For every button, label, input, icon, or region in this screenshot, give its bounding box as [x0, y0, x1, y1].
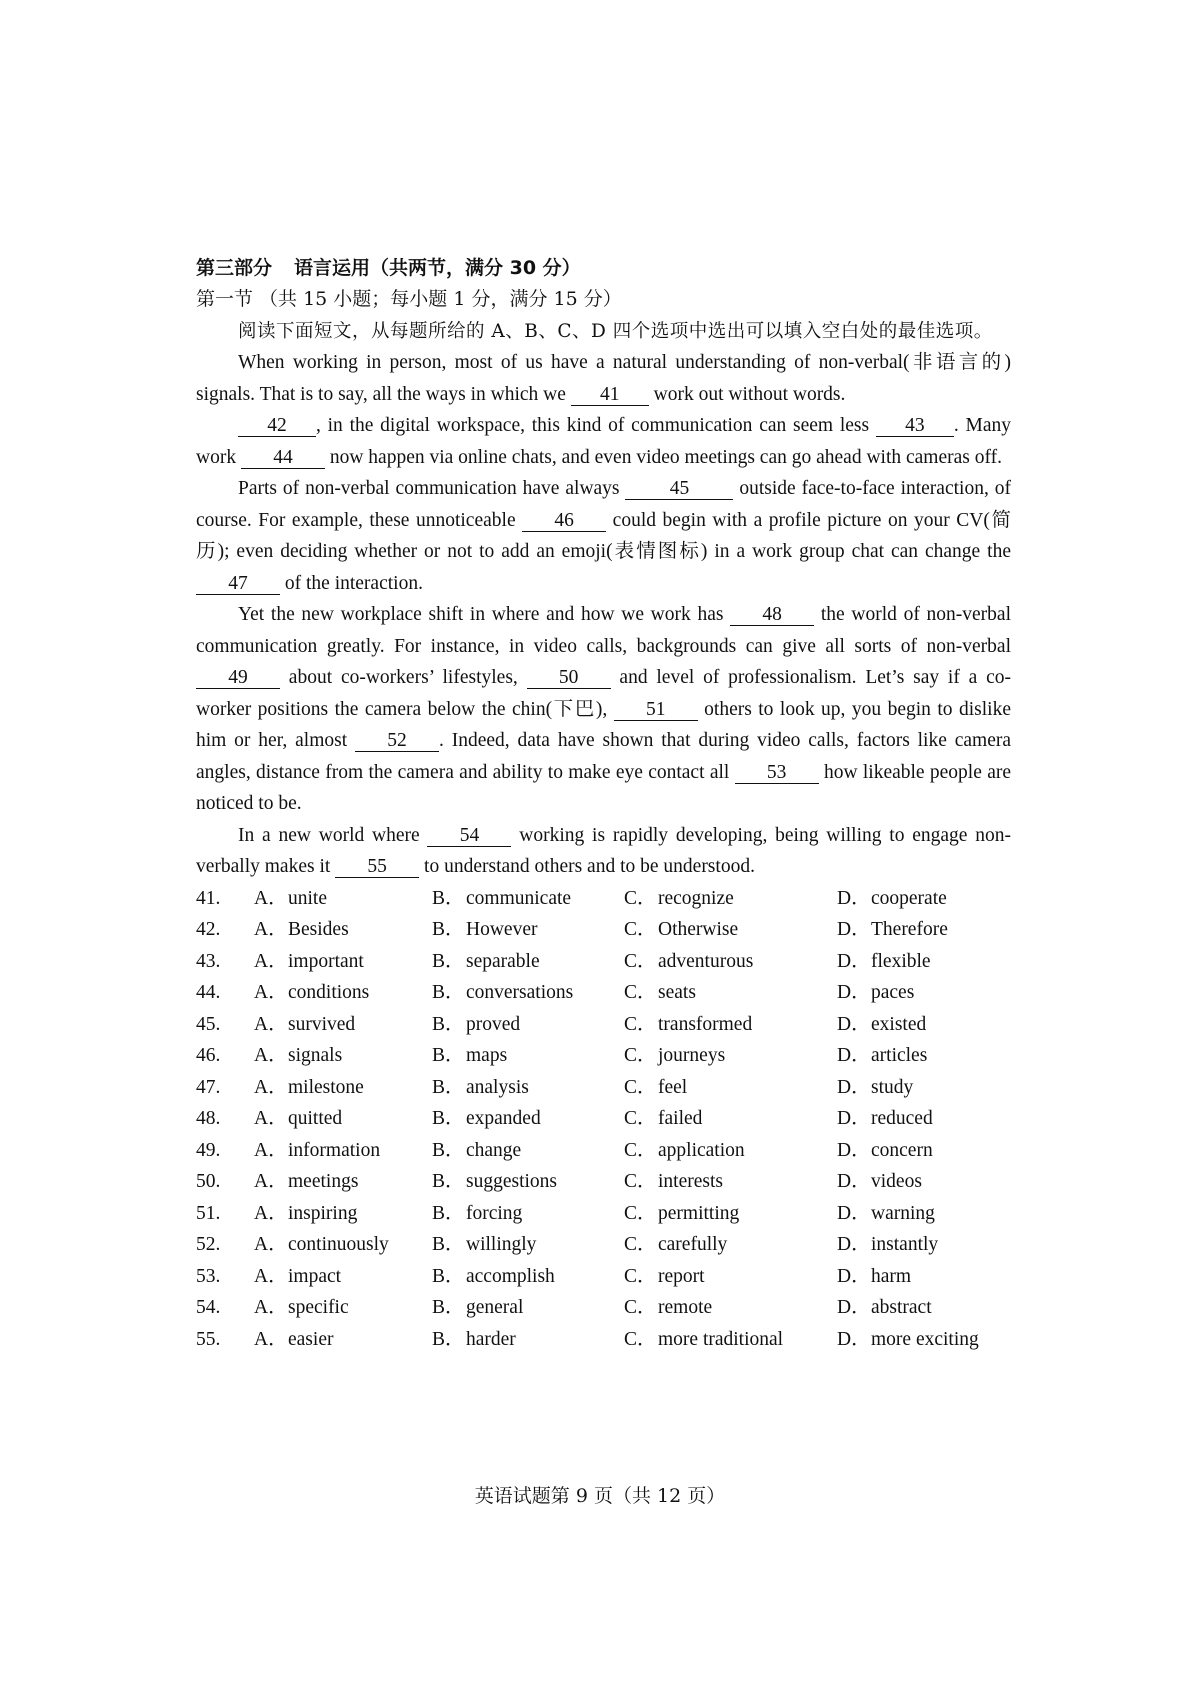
option-letter: C．: [624, 1265, 657, 1287]
option-text: recognize: [658, 887, 734, 909]
option-letter: A．: [254, 1202, 288, 1224]
question-number: 55.: [196, 1328, 221, 1350]
option-c: [624, 1229, 727, 1261]
option-letter: B．: [432, 1139, 465, 1161]
option-c: [624, 1072, 687, 1104]
option-letter: C．: [624, 1328, 657, 1350]
question-row: [196, 914, 1011, 946]
option-text: accomplish: [466, 1265, 555, 1287]
option-letter: C．: [624, 1139, 657, 1161]
passage-text: In a new world where: [238, 824, 428, 846]
option-b: [432, 1229, 536, 1261]
option-letter: B．: [432, 1045, 465, 1066]
question-number: 52.: [196, 1234, 221, 1255]
option-text: willingly: [466, 1234, 537, 1255]
passage-text: Yet the new workplace shift in where and how we work has: [238, 604, 731, 625]
part-subtitle: 语言运用（共两节，满分 30 分）: [294, 257, 581, 279]
option-letter: B．: [432, 982, 465, 1003]
option-text: permitting: [658, 1202, 740, 1224]
option-text: change: [466, 1139, 522, 1161]
option-letter: C．: [624, 950, 657, 972]
option-c: [624, 1040, 725, 1072]
question-row: [196, 1229, 1011, 1261]
question-number: 53.: [196, 1265, 221, 1287]
option-letter: C．: [624, 1108, 657, 1129]
option-text: cooperate: [871, 887, 947, 909]
passage-paragraph-2: [196, 410, 1011, 473]
question-number: 44.: [196, 982, 221, 1003]
option-letter: D．: [837, 950, 871, 972]
option-text: Therefore: [871, 919, 948, 940]
part-title: 第三部分: [196, 257, 273, 279]
option-d: [837, 1261, 911, 1293]
option-text: conditions: [288, 982, 370, 1003]
option-a: [254, 1166, 358, 1198]
question-number: 42.: [196, 919, 221, 940]
page-footer: 英语试题第 9 页（共 12 页）: [474, 1485, 726, 1507]
question-number: 54.: [196, 1297, 221, 1318]
option-c: [624, 1198, 739, 1230]
option-letter: A．: [254, 982, 288, 1003]
option-text: continuously: [288, 1234, 389, 1255]
option-c: [624, 1009, 752, 1041]
option-letter: C．: [624, 1013, 657, 1035]
option-letter: B．: [432, 887, 465, 909]
blank-54: 54: [427, 826, 511, 847]
passage-text: and level of professionalism. Let’s say if a co-worker positions the camera below the chin(下巴),: [196, 667, 1012, 720]
question-row: [196, 1324, 1011, 1356]
question-row: [196, 883, 1011, 915]
option-a: [254, 1009, 355, 1041]
option-text: reduced: [871, 1108, 933, 1129]
question-number: 48.: [196, 1108, 221, 1129]
question-number: 50.: [196, 1171, 221, 1192]
option-d: [837, 946, 931, 978]
question-number: 49.: [196, 1139, 221, 1161]
option-text: suggestions: [466, 1171, 558, 1192]
option-b: [432, 1166, 557, 1198]
option-a: [254, 1103, 342, 1135]
option-text: Otherwise: [658, 919, 739, 940]
option-letter: B．: [432, 1297, 465, 1318]
option-letter: C．: [624, 1202, 657, 1224]
passage-text: outside face-to-face interaction, of course. For example, these unnoticeable: [196, 478, 1011, 531]
option-text: milestone: [288, 1076, 364, 1098]
option-text: remote: [658, 1297, 713, 1318]
option-letter: B．: [432, 1171, 465, 1192]
option-text: easier: [288, 1328, 334, 1350]
option-letter: D．: [837, 1139, 871, 1161]
exam-page: [196, 252, 1011, 1355]
option-text: failed: [658, 1108, 703, 1129]
blank-46: 46: [522, 511, 606, 532]
option-text: general: [466, 1297, 524, 1318]
option-letter: D．: [837, 1076, 871, 1098]
option-c: [624, 1292, 712, 1324]
option-text: seats: [658, 982, 696, 1003]
option-text: instantly: [871, 1234, 939, 1255]
option-letter: A．: [254, 1328, 288, 1350]
passage-text: could begin with a profile picture on your CV(简历); even deciding whether or not to add an emoji(表情图标) in a work group chat can change the: [196, 509, 1011, 562]
option-letter: D．: [837, 1202, 871, 1224]
option-b: [432, 1292, 523, 1324]
passage-text: When working in person, most of us have a natural understanding of non-verbal(非语言的) signals. That is to say, all the ways in which we: [196, 352, 1011, 405]
option-c: [624, 1324, 783, 1356]
question-number: 51.: [196, 1202, 221, 1224]
option-text: existed: [871, 1013, 927, 1035]
option-a: [254, 1135, 380, 1167]
option-b: [432, 1135, 521, 1167]
option-d: [837, 1292, 932, 1324]
option-letter: B．: [432, 1108, 465, 1129]
option-d: [837, 977, 914, 1009]
option-c: [624, 883, 734, 915]
passage-text: , in the digital workspace, this kind of communication can seem less: [316, 415, 876, 436]
option-text: articles: [871, 1045, 928, 1066]
option-text: flexible: [871, 950, 931, 972]
part-heading: [196, 252, 1011, 284]
option-text: specific: [288, 1297, 349, 1318]
option-text: study: [871, 1076, 914, 1098]
option-a: [254, 1040, 342, 1072]
option-letter: D．: [837, 919, 871, 940]
question-row: [196, 1040, 1011, 1072]
option-letter: D．: [837, 1013, 871, 1035]
option-text: However: [466, 919, 538, 940]
option-letter: D．: [837, 887, 871, 909]
option-c: [624, 1135, 745, 1167]
option-text: adventurous: [658, 950, 754, 972]
option-text: feel: [658, 1076, 688, 1098]
option-letter: C．: [624, 887, 657, 909]
instruction: 阅读下面短文，从每题所给的 A、B、C、D 四个选项中选出可以填入空白处的最佳选项。: [238, 320, 993, 342]
option-text: impact: [288, 1265, 342, 1287]
blank-41: 41: [571, 385, 649, 406]
passage-text: Parts of non-verbal communication have always: [238, 478, 626, 499]
option-c: [624, 1261, 705, 1293]
option-text: information: [288, 1139, 381, 1161]
option-d: [837, 1009, 926, 1041]
option-letter: C．: [624, 1076, 657, 1098]
blank-55: 55: [335, 857, 419, 878]
option-letter: A．: [254, 1171, 288, 1192]
passage-text: now happen via online chats, and even video meetings can go ahead with cameras off.: [324, 446, 1002, 468]
question-row: [196, 946, 1011, 978]
passage-paragraph-5: [196, 820, 1011, 883]
option-letter: A．: [254, 919, 288, 940]
passage-text: how likeable people are noticed to be.: [196, 761, 1011, 814]
option-text: more exciting: [871, 1328, 979, 1350]
option-text: maps: [466, 1045, 508, 1066]
option-b: [432, 1261, 555, 1293]
option-text: paces: [871, 982, 915, 1003]
option-a: [254, 977, 369, 1009]
passage-text: . Indeed, data have shown that during video calls, factors like camera angles, distance from the camera and ability to make eye contact all: [196, 730, 1012, 783]
option-letter: B．: [432, 919, 465, 940]
question-row: [196, 1292, 1011, 1324]
passage-text: . Many work: [196, 415, 1011, 468]
passage-text: about co-workers’ lifestyles,: [280, 667, 527, 688]
option-a: [254, 1292, 349, 1324]
blank-43: 43: [876, 416, 954, 437]
option-b: [432, 883, 571, 915]
option-d: [837, 914, 948, 946]
option-d: [837, 1072, 913, 1104]
question-row: [196, 1261, 1011, 1293]
option-letter: B．: [432, 1013, 465, 1035]
passage-paragraph-3: [196, 473, 1011, 599]
option-letter: D．: [837, 1297, 871, 1318]
option-text: signals: [288, 1045, 343, 1066]
option-letter: A．: [254, 1139, 288, 1161]
answer-options: [196, 883, 1011, 1356]
option-a: [254, 1229, 389, 1261]
option-letter: B．: [432, 1328, 465, 1350]
option-text: interests: [658, 1171, 723, 1192]
option-letter: B．: [432, 1265, 465, 1287]
option-d: [837, 883, 947, 915]
option-text: harder: [466, 1328, 516, 1350]
option-d: [837, 1229, 938, 1261]
option-c: [624, 977, 696, 1009]
option-text: abstract: [871, 1297, 932, 1318]
option-b: [432, 1198, 522, 1230]
sub-heading: 第一节 （共 15 小题；每小题 1 分，满分 15 分）: [196, 288, 622, 310]
option-text: communicate: [466, 887, 572, 909]
option-d: [837, 1198, 935, 1230]
option-text: conversations: [466, 982, 574, 1003]
option-b: [432, 977, 573, 1009]
blank-45: 45: [625, 479, 733, 500]
option-d: [837, 1103, 933, 1135]
option-text: separable: [466, 950, 540, 972]
passage-text: of the interaction.: [280, 572, 423, 594]
blank-51: 51: [614, 700, 698, 721]
option-letter: D．: [837, 1045, 871, 1066]
option-text: important: [288, 950, 364, 972]
option-text: application: [658, 1139, 745, 1161]
option-letter: A．: [254, 1076, 288, 1098]
question-row: [196, 1198, 1011, 1230]
option-letter: D．: [837, 1171, 871, 1192]
option-text: transformed: [658, 1013, 753, 1035]
passage-text: work out without words.: [648, 383, 846, 405]
question-row: [196, 1009, 1011, 1041]
option-letter: C．: [624, 1297, 657, 1318]
option-text: proved: [466, 1013, 521, 1035]
question-number: 43.: [196, 950, 221, 972]
option-a: [254, 946, 364, 978]
option-b: [432, 946, 540, 978]
option-text: unite: [288, 887, 327, 909]
option-letter: A．: [254, 1108, 288, 1129]
option-letter: D．: [837, 1328, 871, 1350]
option-text: report: [658, 1265, 705, 1287]
option-text: survived: [288, 1013, 356, 1035]
option-b: [432, 1103, 541, 1135]
option-a: [254, 1324, 333, 1356]
blank-53: 53: [735, 763, 819, 784]
option-text: harm: [871, 1265, 912, 1287]
option-letter: C．: [624, 1234, 657, 1255]
option-text: journeys: [658, 1045, 726, 1066]
option-a: [254, 914, 349, 946]
option-a: [254, 1198, 357, 1230]
blank-52: 52: [355, 731, 439, 752]
option-d: [837, 1324, 979, 1356]
option-letter: A．: [254, 1265, 288, 1287]
option-letter: A．: [254, 1234, 288, 1255]
option-b: [432, 1009, 520, 1041]
option-b: [432, 914, 537, 946]
option-c: [624, 946, 753, 978]
blank-48: 48: [730, 605, 814, 626]
passage-text: working is rapidly developing, being willing to engage non-verbally makes it: [196, 824, 1011, 877]
option-text: meetings: [288, 1171, 359, 1192]
option-c: [624, 1166, 723, 1198]
option-letter: D．: [837, 1265, 871, 1287]
option-letter: C．: [624, 982, 657, 1003]
option-text: forcing: [466, 1202, 523, 1224]
option-a: [254, 1072, 364, 1104]
option-d: [837, 1040, 927, 1072]
option-letter: C．: [624, 919, 657, 940]
blank-49: 49: [196, 668, 280, 689]
passage-paragraph-4: [196, 599, 1011, 820]
option-text: videos: [871, 1171, 922, 1192]
option-letter: C．: [624, 1171, 657, 1192]
option-text: warning: [871, 1202, 935, 1224]
question-number: 45.: [196, 1013, 221, 1035]
option-letter: D．: [837, 1234, 871, 1255]
option-letter: C．: [624, 1045, 657, 1066]
passage-paragraph-1: [196, 347, 1011, 410]
option-a: [254, 883, 327, 915]
option-letter: B．: [432, 1076, 465, 1098]
option-letter: D．: [837, 982, 871, 1003]
option-text: more traditional: [658, 1328, 784, 1350]
option-letter: A．: [254, 1045, 288, 1066]
option-text: inspiring: [288, 1202, 358, 1224]
blank-47: 47: [196, 574, 280, 595]
option-letter: A．: [254, 1013, 288, 1035]
option-text: concern: [871, 1139, 933, 1161]
option-b: [432, 1040, 507, 1072]
option-d: [837, 1166, 922, 1198]
question-row: [196, 1135, 1011, 1167]
question-number: 41.: [196, 887, 221, 909]
blank-50: 50: [527, 668, 611, 689]
question-row: [196, 1166, 1011, 1198]
option-letter: B．: [432, 1234, 465, 1255]
passage-text: to understand others and to be understood.: [419, 856, 755, 877]
option-b: [432, 1072, 529, 1104]
question-row: [196, 1072, 1011, 1104]
option-text: expanded: [466, 1108, 541, 1129]
blank-44: 44: [241, 448, 325, 469]
question-row: [196, 1103, 1011, 1135]
option-c: [624, 914, 738, 946]
option-text: carefully: [658, 1234, 728, 1255]
question-number: 47.: [196, 1076, 221, 1098]
option-text: analysis: [466, 1076, 529, 1098]
option-letter: A．: [254, 887, 288, 909]
option-letter: A．: [254, 1297, 288, 1318]
passage-text: others to look up, you begin to dislike him or her, almost: [196, 698, 1011, 751]
option-d: [837, 1135, 933, 1167]
option-letter: B．: [432, 950, 465, 972]
question-row: [196, 977, 1011, 1009]
question-number: 46.: [196, 1045, 221, 1066]
passage-text: the world of non-verbal communication greatly. For instance, in video calls, backgrounds can give all sorts of non-verbal: [196, 604, 1011, 657]
option-letter: B．: [432, 1202, 465, 1224]
option-a: [254, 1261, 341, 1293]
option-b: [432, 1324, 516, 1356]
option-c: [624, 1103, 702, 1135]
option-text: quitted: [288, 1108, 343, 1129]
option-letter: A．: [254, 950, 288, 972]
blank-42: 42: [238, 416, 316, 437]
option-letter: D．: [837, 1108, 871, 1129]
option-text: Besides: [288, 919, 349, 940]
